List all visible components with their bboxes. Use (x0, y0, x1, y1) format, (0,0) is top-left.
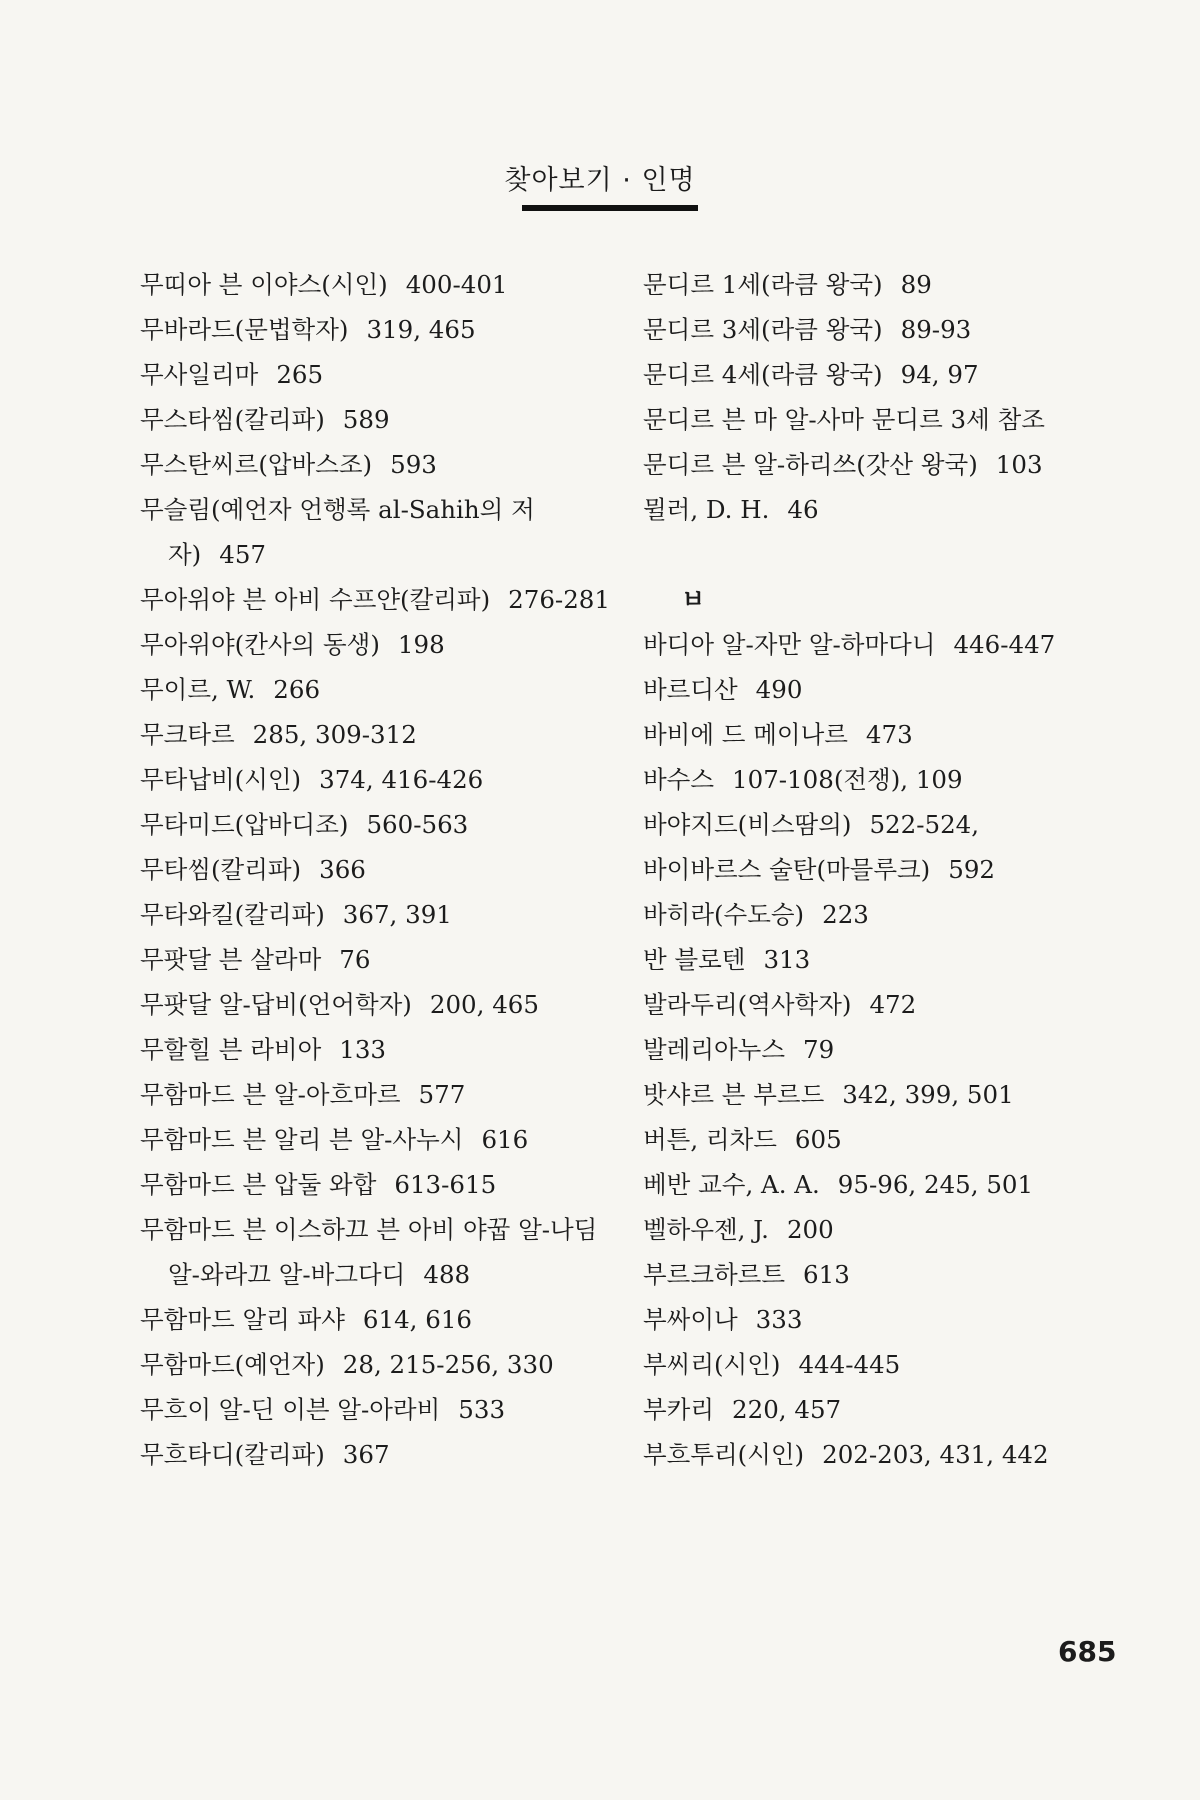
index-entry (643, 667, 1113, 712)
header-underline (522, 205, 698, 211)
entry-name: 벨하우젠, J. (643, 1215, 769, 1244)
index-entry (140, 1117, 630, 1162)
index-entry (140, 1072, 630, 1117)
entry-pages: 605 (794, 1125, 842, 1154)
index-entry (140, 1297, 630, 1342)
entry-pages: 266 (273, 675, 321, 704)
entry-pages: 614, 616 (362, 1305, 473, 1334)
entry-name: 바르디산 (643, 675, 738, 704)
entry-pages: 400-401 (405, 270, 508, 299)
entry-pages: 490 (755, 675, 803, 704)
entry-pages: 374, 416-426 (319, 765, 484, 794)
index-entry (140, 262, 630, 307)
index-entry (643, 847, 1113, 892)
entry-name: 부씨리(시인) (643, 1350, 781, 1379)
entry-pages: 472 (869, 990, 917, 1019)
entry-name: 무타와킬(칼리파) (140, 900, 325, 929)
entry-pages: 94, 97 (900, 360, 979, 389)
section-letter: ㅂ (681, 585, 706, 614)
entry-name: 무아위야(칸사의 동생) (140, 630, 380, 659)
entry-pages: 560-563 (366, 810, 469, 839)
index-entry (140, 847, 630, 892)
index-entry (140, 667, 630, 712)
entry-pages: 276-281 (508, 585, 610, 614)
entry-pages: 89 (900, 270, 932, 299)
index-entry (140, 442, 630, 487)
index-entry (643, 892, 1113, 937)
entry-pages: 133 (339, 1035, 387, 1064)
index-entry (140, 712, 630, 757)
index-entry (643, 307, 1113, 352)
entry-name: 문디르 3세(라큼 왕국) (643, 315, 883, 344)
entry-name: 부르크하르트 (643, 1260, 786, 1289)
entry-pages: 103 (995, 450, 1043, 479)
index-entry (140, 307, 630, 352)
index-entry (643, 1342, 1113, 1387)
entry-pages: 198 (397, 630, 445, 659)
entry-name: 무스타씸(칼리파) (140, 405, 325, 434)
entry-pages: 522-524, (869, 810, 980, 839)
page-number: 685 (1058, 1635, 1117, 1668)
entry-name: 무크타르 (140, 720, 235, 749)
entry-name: 베반 교수, A. A. (643, 1170, 820, 1199)
index-entry (643, 982, 1113, 1027)
entry-name: 바히라(수도승) (643, 900, 805, 929)
entry-name: 무타납비(시인) (140, 765, 302, 794)
index-entry (643, 1387, 1113, 1432)
index-entry (643, 1432, 1113, 1477)
entry-name: 무사일리마 (140, 360, 259, 389)
index-entry (643, 262, 1113, 307)
index-entry (643, 802, 1113, 847)
index-entry (140, 397, 630, 442)
entry-pages: 265 (276, 360, 324, 389)
entry-name: 무바라드(문법학자) (140, 315, 349, 344)
index-entry (140, 937, 630, 982)
entry-pages: 223 (822, 900, 869, 929)
entry-pages: 577 (418, 1080, 466, 1109)
index-entry (140, 802, 630, 847)
index-entry (643, 1027, 1113, 1072)
entry-pages: 446-447 (953, 630, 1056, 659)
index-entry (643, 757, 1113, 802)
entry-pages: 28, 215-256, 330 (342, 1350, 554, 1379)
index-entry (140, 1387, 630, 1432)
entry-name: 발레리아누스 (643, 1035, 786, 1064)
index-entry (643, 352, 1113, 397)
entry-name: 문디르 4세(라큼 왕국) (643, 360, 883, 389)
index-entry (643, 1252, 1113, 1297)
entry-name: 무타씸(칼리파) (140, 855, 302, 884)
index-entry (140, 352, 630, 397)
entry-name: 무이르, W. (140, 675, 256, 704)
entry-pages: 220, 457 (732, 1395, 842, 1424)
entry-pages: 200, 465 (429, 990, 539, 1019)
entry-pages: 89-93 (900, 315, 972, 344)
entry-pages: 616 (481, 1125, 529, 1154)
entry-name: 문디르 1세(라큼 왕국) (643, 270, 883, 299)
index-column-left (140, 262, 630, 1477)
index-entry (140, 1207, 630, 1297)
entry-name: 무아위야 븐 아비 수프얀(칼리파) (140, 585, 491, 614)
entry-name: 무타미드(압바디조) (140, 810, 349, 839)
entry-pages: 366 (319, 855, 366, 884)
entry-pages: 200 (786, 1215, 834, 1244)
entry-name: 바야지드(비스땀의) (643, 810, 852, 839)
entry-pages: 319, 465 (366, 315, 476, 344)
index-entry (140, 757, 630, 802)
index-column-right (643, 262, 1113, 1477)
entry-pages: 46 (787, 495, 819, 524)
index-entry (140, 892, 630, 937)
page-title: 찾아보기 · 인명 (504, 165, 696, 196)
entry-name: 무팟달 븐 살라마 (140, 945, 322, 974)
entry-pages: 313 (763, 945, 811, 974)
entry-pages: 589 (342, 405, 390, 434)
entry-name: 부카리 (643, 1395, 715, 1424)
entry-pages: 285, 309-312 (252, 720, 417, 749)
index-entry (643, 487, 1113, 532)
entry-name: 뮐러, D. H. (643, 495, 770, 524)
entry-name: 발라두리(역사학자) (643, 990, 852, 1019)
entry-name: 무스탄씨르(압바스조) (140, 450, 373, 479)
entry-pages: 593 (390, 450, 437, 479)
entry-pages: 202-203, 431, 442 (822, 1440, 1049, 1469)
index-entry (140, 577, 630, 622)
entry-name: 무함마드 알리 파샤 (140, 1305, 345, 1334)
entry-pages: 592 (948, 855, 996, 884)
entry-name: 부싸이나 (643, 1305, 738, 1334)
entry-name: 바이바르스 술탄(마믈루크) (643, 855, 931, 884)
entry-pages: 79 (803, 1035, 835, 1064)
entry-pages: 367, 391 (342, 900, 452, 929)
index-entry (643, 1207, 1113, 1252)
index-entry (140, 622, 630, 667)
entry-name: 밧샤르 븐 부르드 (643, 1080, 825, 1109)
entry-name: 바비에 드 메이나르 (643, 720, 848, 749)
entry-name: 무함마드 븐 이스하끄 븐 아비 야꿉 알-나딤 알-와라끄 알-바그다디 (140, 1215, 598, 1289)
entry-pages: 367 (342, 1440, 390, 1469)
entry-pages: 613 (803, 1260, 850, 1289)
entry-name: 부흐투리(시인) (643, 1440, 805, 1469)
entry-pages: 342, 399, 501 (842, 1080, 1014, 1109)
page-header (0, 158, 1200, 197)
index-entry (643, 442, 1113, 487)
entry-name: 무슬림(예언자 언행록 al-Sahih의 저자) (140, 495, 535, 569)
entry-pages: 473 (865, 720, 913, 749)
entry-name: 무함마드(예언자) (140, 1350, 325, 1379)
index-entry (643, 1162, 1113, 1207)
index-entry (643, 622, 1113, 667)
entry-pages: 613-615 (394, 1170, 497, 1199)
index-entry (140, 1342, 630, 1387)
index-entry (643, 712, 1113, 757)
entry-name: 문디르 븐 알-하리쓰(갓산 왕국) (643, 450, 978, 479)
entry-pages: 457 (219, 540, 266, 569)
entry-name: 무함마드 븐 알-아흐마르 (140, 1080, 401, 1109)
entry-name: 무팟달 알-답비(언어학자) (140, 990, 412, 1019)
index-entry (140, 982, 630, 1027)
entry-name: 무흐타디(칼리파) (140, 1440, 325, 1469)
entry-name: 무함마드 븐 압둘 와합 (140, 1170, 377, 1199)
entry-pages: 488 (423, 1260, 471, 1289)
entry-name: 버튼, 리차드 (643, 1125, 777, 1154)
entry-pages: 95-96, 245, 501 (837, 1170, 1034, 1199)
entry-pages: 533 (458, 1395, 506, 1424)
index-entry (643, 937, 1113, 982)
entry-name: 무흐이 알-딘 이븐 알-아라비 (140, 1395, 441, 1424)
entry-pages: 444-445 (798, 1350, 901, 1379)
entry-name: 바디아 알-자만 알-하마다니 (643, 630, 936, 659)
index-entry (140, 1027, 630, 1072)
entry-name: 무함마드 븐 알리 븐 알-사누시 (140, 1125, 464, 1154)
entry-pages: 333 (755, 1305, 803, 1334)
index-entry (643, 397, 1113, 442)
index-entry (140, 1162, 630, 1207)
entry-pages: 107-108(전쟁), 109 (732, 765, 963, 794)
index-entry (643, 1072, 1113, 1117)
entry-name: 문디르 븐 마 알-사마 문디르 3세 참조 (643, 405, 1045, 434)
index-entry (643, 1297, 1113, 1342)
entry-pages: 76 (339, 945, 371, 974)
index-entry (643, 1117, 1113, 1162)
entry-name: 반 블로텐 (643, 945, 746, 974)
index-entry (140, 487, 630, 577)
entry-name: 무띠아 븐 이야스(시인) (140, 270, 388, 299)
index-entry (140, 1432, 630, 1477)
entry-name: 바수스 (643, 765, 715, 794)
entry-name: 무할힐 븐 라비아 (140, 1035, 322, 1064)
